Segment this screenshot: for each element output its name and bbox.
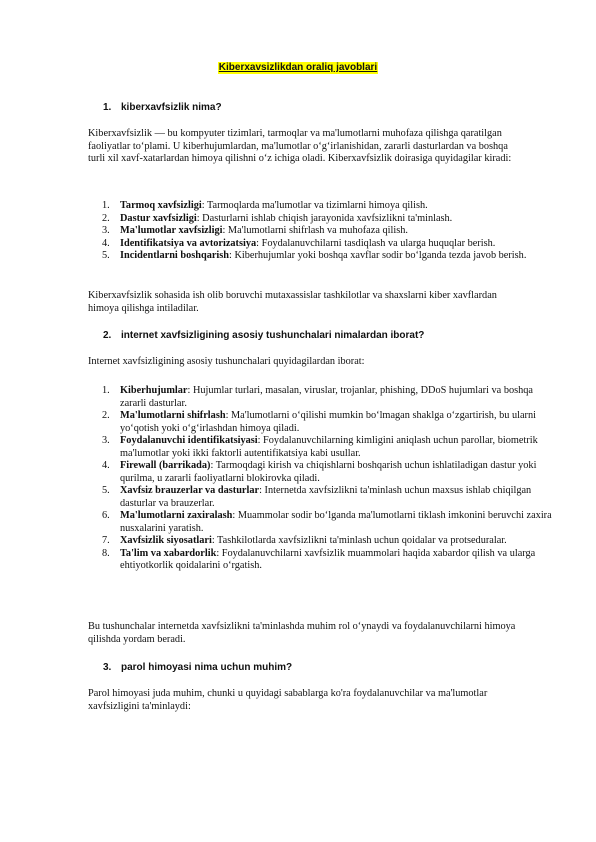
list-item: 4. Identifikatsiya va avtorizatsiya: Foydalanuvchilarni tasdiqlash va ularga huquqlar berish. (102, 237, 496, 249)
section-3-intro: Parol himoyasi juda muhim, chunki u quyidagi sabablarga ko'ra foydalanuvchilar va ma'lumotlar xavfsizligini ta'minlaydi: (88, 688, 488, 712)
document-title: Kiberxavsizlikdan oraliq javoblari (218, 62, 378, 73)
section-2-list (88, 385, 558, 573)
list-item: 8. Ta'lim va xabardorlik: Foydalanuvchilarni xavfsizlik muammolari haqida xabardor qilish va ularga ehtiyotkorlik qoidalarini o‘rgatish. (102, 547, 536, 571)
list-item: 5. Incidentlarni boshqarish: Kiberhujumlar yoki boshqa xavflar sodir bo‘lganda tezda javob berish. (102, 250, 527, 261)
list-item: 3. Ma'lumotlar xavfsizligi: Ma'lumotlarni shifrlash va muhofaza qilish. (102, 225, 408, 236)
section-1-intro: Kiberxavfsizlik — bu kompyuter tizimlari, tarmoqlar va ma'lumotlarni muhofaza qilishga qaratilgan faoliyatlar to‘plami. U kiberhujumlardan, ma'lumotlar o‘g‘irlanishidan, zararli dasturlardan va boshqa turli xil xavf-xatarlardan himoya qilishni o‘z ichiga oladi. Kiberxavfsizlik doirasiga quyidagilar kiradi: (88, 128, 512, 164)
section-number: 1. (103, 102, 112, 113)
list-item: 2. Dastur xavfsizligi: Dasturlarni ishlab chiqish jarayonida xavfsizlikni ta'minlash. (102, 212, 453, 224)
section-1-outro: Kiberxavfsizlik sohasida ish olib boruvchi mutaxassislar tashkilotlar va shaxslarni kiber xavflardan himoya qilishga intiladilar. (88, 290, 497, 314)
section-2-outro: Bu tushunchalar internetda xavfsizlikni ta'minlashda muhim rol o‘ynaydi va foydalanuvchilarni himoya qilishda yordam beradi. (88, 621, 516, 645)
section-2-heading (103, 330, 424, 342)
section-heading-text: kiberxavfsizlik nima? (121, 102, 222, 113)
list-item: 7. Xavfsizlik siyosatlari: Tashkilotlarda xavfsizlikni ta'minlash uchun qoidalar va protseduralar. (102, 535, 507, 546)
list-item: 3. Foydalanuvchi identifikatsiyasi: Foydalanuvchilarning kimligini aniqlash uchun parollar, biometrik ma'lumotlar yoki ikki faktorli autentifikatsiya kabi usullar. (102, 435, 538, 459)
section-heading-text: parol himoyasi nima uchun muhim? (121, 662, 293, 673)
section-1-heading (103, 102, 222, 114)
section-heading-text: internet xavfsizligining asosiy tushunchalari nimalardan iborat? (121, 330, 425, 341)
section-2-intro: Internet xavfsizligining asosiy tushunchalari quyidagilardan iborat: (88, 356, 365, 367)
list-item: 1. Tarmoq xavfsizligi: Tarmoqlarda ma'lumotlar va tizimlarni himoya qilish. (102, 200, 428, 211)
list-item: 4. Firewall (barrikada): Tarmoqdagi kirish va chiqishlarni boshqarish uchun ishlatiladigan dastur yoki qurilma, u zararli faoliyatlarni blokirovka qiladi. (102, 460, 537, 484)
list-item: 5. Xavfsiz brauzerlar va dasturlar: Internetda xavfsizlikni ta'minlash uchun maxsus ishlab chiqilgan dasturlar va brauzerlar. (102, 485, 532, 509)
list-item: 2. Ma'lumotlarni shifrlash: Ma'lumotlarni o‘qilishi mumkin bo‘lmagan shaklga o‘zgartirish, bu ularni yo‘qotish yoki o‘g‘irlashdan himoya qiladi. (102, 410, 536, 434)
section-1-list (88, 200, 558, 263)
list-item: 6. Ma'lumotlarni zaxiralash: Muammolar sodir bo‘lganda ma'lumotlarni tiklash imkonini beruvchi zaxira nusxalarini yaratish. (102, 510, 552, 534)
section-number: 2. (103, 330, 112, 341)
section-3-heading (103, 662, 292, 674)
title-container (0, 57, 596, 75)
list-item: 1. Kiberhujumlar: Hujumlar turlari, masalan, viruslar, trojanlar, phishing, DDoS hujumlari va boshqa zararli dasturlar. (102, 385, 533, 409)
section-number: 3. (103, 662, 112, 673)
